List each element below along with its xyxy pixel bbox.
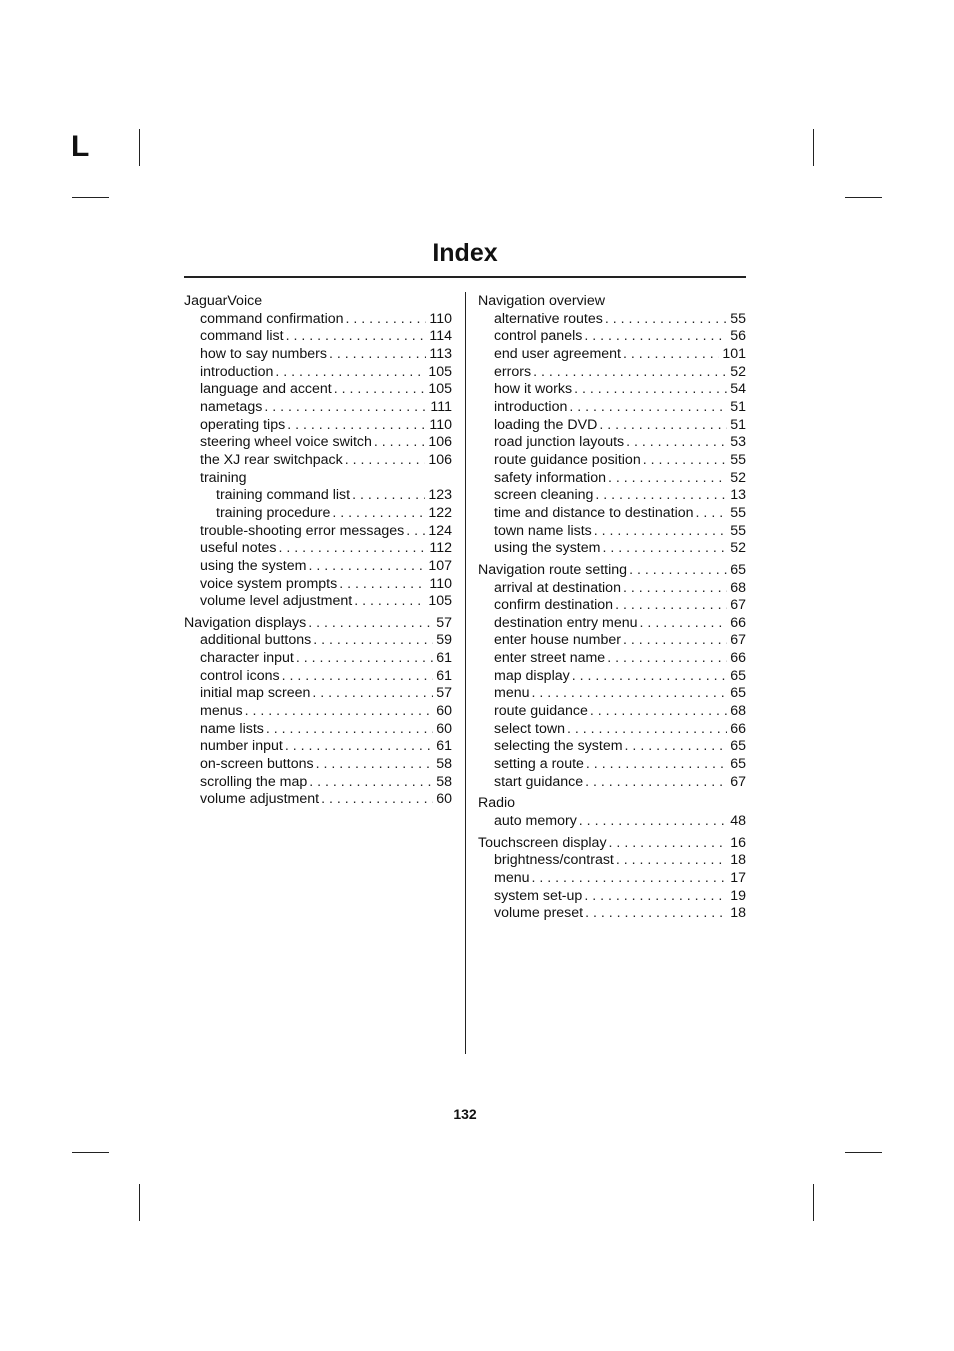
index-entry-page: 66 xyxy=(730,720,746,737)
index-entry xyxy=(478,632,746,650)
index-entry-page: 56 xyxy=(730,328,746,345)
dot-leader xyxy=(584,328,727,346)
index-entry xyxy=(478,774,746,792)
index-left-column xyxy=(184,293,452,813)
index-entry-text: menu xyxy=(494,685,530,702)
dot-leader xyxy=(567,721,727,739)
index-entry xyxy=(478,668,746,686)
index-entry-page: 67 xyxy=(730,632,746,649)
index-entry xyxy=(478,905,746,923)
page-title: Index xyxy=(432,239,498,267)
column-divider xyxy=(465,292,466,1054)
index-entry-text: destination entry menu xyxy=(494,614,638,631)
index-entry-page: 57 xyxy=(436,685,452,702)
dot-leader xyxy=(586,756,727,774)
index-entry-text: control panels xyxy=(494,328,583,345)
dot-leader xyxy=(374,434,425,452)
index-group xyxy=(184,615,452,809)
index-entry-text: safety information xyxy=(494,469,606,486)
index-subentry xyxy=(184,505,452,523)
index-right-column xyxy=(478,293,746,927)
index-entry-text: JaguarVoice xyxy=(184,293,263,309)
index-entry-page: 52 xyxy=(730,363,746,380)
index-entry-text: alternative routes xyxy=(494,310,603,327)
dot-leader xyxy=(345,452,426,470)
index-entry-text: road junction layouts xyxy=(494,434,625,451)
index-entry-text: scrolling the map xyxy=(200,773,308,790)
index-entry-page: 113 xyxy=(429,345,452,362)
index-entry-page: 19 xyxy=(730,887,746,904)
index-entry xyxy=(478,487,746,505)
index-entry-page: 57 xyxy=(436,614,452,631)
dot-leader xyxy=(623,632,727,650)
index-entry-text: menu xyxy=(494,870,530,886)
crop-mark-bottom-left-vertical xyxy=(139,1184,140,1221)
index-entry-page: 114 xyxy=(429,328,452,345)
crop-mark-bottom-left-horizontal xyxy=(72,1152,109,1153)
index-entry xyxy=(478,346,746,364)
crop-mark-bottom-right-horizontal xyxy=(845,1152,882,1153)
index-entry-page: 68 xyxy=(730,703,746,720)
index-entry xyxy=(184,685,452,703)
index-entry-text: arrival at destination xyxy=(494,579,621,596)
index-entry-page: 67 xyxy=(730,597,746,614)
index-entry-text: Touchscreen display xyxy=(478,834,607,851)
dot-leader xyxy=(643,452,728,470)
index-entry-text: training command list xyxy=(216,487,351,504)
index-entry-page: 105 xyxy=(428,381,452,398)
index-entry xyxy=(184,632,452,650)
index-entry-text: Navigation route setting xyxy=(478,561,628,578)
dot-leader xyxy=(334,381,426,399)
index-group xyxy=(478,835,746,923)
index-heading xyxy=(478,562,746,580)
index-entry-text: start guidance xyxy=(494,773,584,790)
dot-leader xyxy=(313,632,433,650)
index-entry-page: 61 xyxy=(436,738,452,755)
index-entry xyxy=(184,364,452,382)
index-entry-page: 16 xyxy=(730,834,746,851)
index-entry xyxy=(478,597,746,615)
dot-leader xyxy=(406,523,425,541)
index-entry xyxy=(478,685,746,703)
index-entry-page: 106 xyxy=(428,451,452,468)
dot-leader xyxy=(569,399,727,417)
index-entry-page: 65 xyxy=(730,667,746,684)
index-entry-text: number input xyxy=(200,738,283,755)
title-underline xyxy=(184,276,746,278)
index-entry-page: 111 xyxy=(430,398,452,415)
index-heading xyxy=(478,293,746,311)
index-entry-text: system set-up xyxy=(494,887,583,904)
dot-leader xyxy=(625,738,728,756)
index-entry-page: 59 xyxy=(436,632,452,649)
index-entry xyxy=(184,540,452,558)
dot-leader xyxy=(264,399,427,417)
index-entry xyxy=(478,852,746,870)
index-entry xyxy=(184,756,452,774)
index-entry xyxy=(184,399,452,417)
index-entry xyxy=(184,650,452,668)
index-entry-text: useful notes xyxy=(200,540,277,557)
index-entry-text: map display xyxy=(494,667,570,684)
index-entry-text: screen cleaning xyxy=(494,487,594,504)
index-entry-text: language and accent xyxy=(200,381,332,398)
dot-leader xyxy=(308,558,425,576)
index-entry xyxy=(478,615,746,633)
index-heading xyxy=(184,293,452,311)
index-entry-page: 53 xyxy=(730,434,746,451)
dot-leader xyxy=(605,311,727,329)
dot-leader xyxy=(607,650,727,668)
dot-leader xyxy=(584,888,727,906)
crop-mark-top-right-vertical xyxy=(813,129,814,166)
index-entry-page: 110 xyxy=(429,575,452,592)
index-group xyxy=(184,293,452,611)
dot-leader xyxy=(594,523,727,541)
index-entry-page: 51 xyxy=(730,398,746,415)
index-entry-text: name lists xyxy=(200,720,264,737)
dot-leader xyxy=(616,852,727,870)
index-entry-text: command confirmation xyxy=(200,310,344,327)
index-entry-text: command list xyxy=(200,328,284,345)
index-entry-text: volume level adjustment xyxy=(200,593,353,610)
index-entry-text: Navigation displays xyxy=(184,614,307,631)
index-entry-text: confirm destination xyxy=(494,597,614,614)
index-entry xyxy=(184,452,452,470)
dot-leader xyxy=(572,668,728,686)
index-entry-page: 61 xyxy=(436,650,452,667)
index-heading xyxy=(478,795,746,813)
dot-leader xyxy=(352,487,425,505)
index-entry xyxy=(478,650,746,668)
index-entry xyxy=(184,593,452,611)
dot-leader xyxy=(285,738,433,756)
index-entry-text: loading the DVD xyxy=(494,416,598,433)
index-entry xyxy=(478,434,746,452)
dot-leader xyxy=(332,505,425,523)
index-entry xyxy=(478,813,746,831)
index-entry xyxy=(184,703,452,721)
index-entry-text: training procedure xyxy=(216,504,331,521)
index-entry-page: 65 xyxy=(730,756,746,773)
dot-leader xyxy=(609,835,728,853)
dot-leader xyxy=(245,703,434,721)
index-entry-page: 52 xyxy=(730,540,746,557)
index-entry-text: introduction xyxy=(494,398,568,415)
index-entry xyxy=(184,417,452,435)
index-entry-text: on-screen buttons xyxy=(200,756,314,773)
index-entry-text: initial map screen xyxy=(200,685,311,702)
dot-leader xyxy=(626,434,727,452)
dot-leader xyxy=(339,576,426,594)
index-entry-text: voice system prompts xyxy=(200,575,338,592)
dot-leader xyxy=(266,721,433,739)
dot-leader xyxy=(595,487,727,505)
dot-leader xyxy=(608,470,727,488)
index-entry xyxy=(184,576,452,594)
index-entry xyxy=(478,505,746,523)
index-entry-page: 58 xyxy=(436,756,452,773)
index-entry xyxy=(478,888,746,906)
index-entry-text: volume adjustment xyxy=(200,791,320,808)
index-entry-text: trouble-shooting error messages xyxy=(200,522,405,539)
index-entry-page: 66 xyxy=(730,614,746,631)
dot-leader xyxy=(615,597,727,615)
dot-leader xyxy=(309,774,433,792)
index-entry-text: enter street name xyxy=(494,650,606,667)
dot-leader xyxy=(585,774,727,792)
dot-leader xyxy=(640,615,728,633)
crop-mark-top-left-horizontal xyxy=(72,197,109,198)
dot-leader xyxy=(532,870,728,888)
dot-leader xyxy=(623,346,719,364)
index-entry-text: time and distance to destination xyxy=(494,504,694,521)
dot-leader xyxy=(629,562,727,580)
index-entry-text: additional buttons xyxy=(200,632,312,649)
index-entry-text: how to say numbers xyxy=(200,345,327,362)
index-entry xyxy=(478,417,746,435)
dot-leader xyxy=(312,685,433,703)
index-entry-page: 55 xyxy=(730,504,746,521)
index-entry-page: 48 xyxy=(730,813,746,830)
index-entry xyxy=(478,738,746,756)
index-entry-page: 110 xyxy=(429,310,452,327)
dot-leader xyxy=(282,668,434,686)
index-entry-page: 112 xyxy=(429,540,452,557)
index-entry xyxy=(184,311,452,329)
index-entry xyxy=(478,311,746,329)
index-entry-page: 60 xyxy=(436,720,452,737)
dot-leader xyxy=(308,615,433,633)
dot-leader xyxy=(590,703,727,721)
index-entry-page: 101 xyxy=(722,345,746,362)
dot-leader xyxy=(316,756,434,774)
dot-leader xyxy=(696,505,728,523)
index-entry-page: 65 xyxy=(730,738,746,755)
index-entry-page: 65 xyxy=(730,685,746,702)
index-entry-text: control icons xyxy=(200,667,280,684)
index-entry xyxy=(478,703,746,721)
index-entry-text: selecting the system xyxy=(494,738,623,755)
index-entry-page: 18 xyxy=(730,905,746,922)
index-entry-page: 66 xyxy=(730,650,746,667)
index-entry-text: enter house number xyxy=(494,632,621,649)
index-entry-page: 107 xyxy=(428,557,452,574)
index-entry xyxy=(478,470,746,488)
index-entry-page: 55 xyxy=(730,451,746,468)
index-entry-page: 67 xyxy=(730,773,746,790)
index-entry-text: introduction xyxy=(200,363,274,380)
index-entry-page: 13 xyxy=(730,487,746,504)
index-entry-text: route guidance position xyxy=(494,451,641,468)
index-entry-page: 58 xyxy=(436,773,452,790)
index-entry xyxy=(184,558,452,576)
index-entry-page: 55 xyxy=(730,310,746,327)
index-entry-page: 106 xyxy=(428,434,452,451)
index-entry-page: 65 xyxy=(730,561,746,578)
dot-leader xyxy=(329,346,426,364)
index-entry-text: Navigation overview xyxy=(478,293,605,309)
index-entry xyxy=(478,399,746,417)
dot-leader xyxy=(346,311,427,329)
index-entry-page: 17 xyxy=(730,870,746,886)
index-entry-page: 60 xyxy=(436,791,452,808)
index-entry-page: 51 xyxy=(730,416,746,433)
index-entry xyxy=(478,328,746,346)
page-number: 132 xyxy=(453,1106,477,1122)
index-entry xyxy=(478,756,746,774)
index-entry xyxy=(184,738,452,756)
index-heading xyxy=(184,615,452,633)
index-entry xyxy=(184,668,452,686)
index-entry-page: 60 xyxy=(436,703,452,720)
index-entry-page: 52 xyxy=(730,469,746,486)
index-entry xyxy=(184,721,452,739)
index-entry xyxy=(184,328,452,346)
index-entry-text: errors xyxy=(494,363,532,380)
index-entry xyxy=(478,523,746,541)
index-entry-text: nametags xyxy=(200,398,263,415)
index-entry-text: auto memory xyxy=(494,813,577,830)
index-group xyxy=(478,293,746,558)
dot-leader xyxy=(287,417,426,435)
index-entry-page: 55 xyxy=(730,522,746,539)
index-entry xyxy=(478,364,746,382)
dot-leader xyxy=(574,381,727,399)
index-entry-text: steering wheel voice switch xyxy=(200,434,372,451)
dot-leader xyxy=(296,650,433,668)
dot-leader xyxy=(579,813,727,831)
crop-mark-bottom-right-vertical xyxy=(813,1184,814,1221)
index-entry xyxy=(184,774,452,792)
index-entry xyxy=(478,580,746,598)
index-entry-text: using the system xyxy=(200,557,307,574)
index-entry xyxy=(478,870,746,888)
dot-leader xyxy=(599,417,727,435)
crop-mark-top-right-horizontal xyxy=(845,197,882,198)
index-entry-page: 105 xyxy=(428,593,452,610)
dot-leader xyxy=(354,593,425,611)
index-entry-text: how it works xyxy=(494,381,573,398)
index-entry xyxy=(184,791,452,809)
index-entry-text: route guidance xyxy=(494,703,588,720)
index-entry-page: 54 xyxy=(730,381,746,398)
index-entry-text: training xyxy=(200,469,247,486)
index-entry-text: Radio xyxy=(478,795,516,812)
index-entry xyxy=(184,434,452,452)
crop-mark-top-left-vertical xyxy=(139,129,140,166)
dot-leader xyxy=(286,328,427,346)
index-entry xyxy=(184,470,452,488)
index-entry-text: setting a route xyxy=(494,756,584,773)
index-entry xyxy=(184,523,452,541)
index-heading xyxy=(478,835,746,853)
index-entry-page: 123 xyxy=(428,487,452,504)
index-entry-text: menus xyxy=(200,703,243,720)
index-entry xyxy=(478,721,746,739)
index-entry-text: select town xyxy=(494,720,565,737)
index-entry-text: the XJ rear switchpack xyxy=(200,451,343,468)
index-entry-page: 68 xyxy=(730,579,746,596)
dot-leader xyxy=(532,685,728,703)
index-entry-page: 122 xyxy=(428,504,452,521)
index-entry-text: operating tips xyxy=(200,416,286,433)
index-entry-text: using the system xyxy=(494,540,601,557)
index-entry-page: 18 xyxy=(730,852,746,869)
index-entry-text: volume preset xyxy=(494,905,584,922)
index-entry-page: 61 xyxy=(436,667,452,684)
index-entry-text: end user agreement xyxy=(494,345,621,362)
index-entry-page: 105 xyxy=(428,363,452,380)
index-entry-text: character input xyxy=(200,650,294,667)
index-subentry xyxy=(184,487,452,505)
dot-leader xyxy=(623,580,727,598)
index-entry xyxy=(478,452,746,470)
index-entry-page: 110 xyxy=(429,416,452,433)
index-entry-text: town name lists xyxy=(494,522,592,539)
index-entry-page: 124 xyxy=(428,522,452,539)
dot-leader xyxy=(533,364,727,382)
dot-leader xyxy=(585,905,727,923)
index-group xyxy=(478,562,746,792)
dot-leader xyxy=(602,540,727,558)
index-entry-text: brightness/contrast xyxy=(494,852,614,869)
dot-leader xyxy=(275,364,425,382)
index-group xyxy=(478,795,746,830)
index-entry xyxy=(478,540,746,558)
dot-leader xyxy=(279,540,427,558)
dot-leader xyxy=(321,791,433,809)
index-entry xyxy=(184,381,452,399)
index-entry xyxy=(184,346,452,364)
section-letter: L xyxy=(71,130,90,163)
index-entry xyxy=(478,381,746,399)
